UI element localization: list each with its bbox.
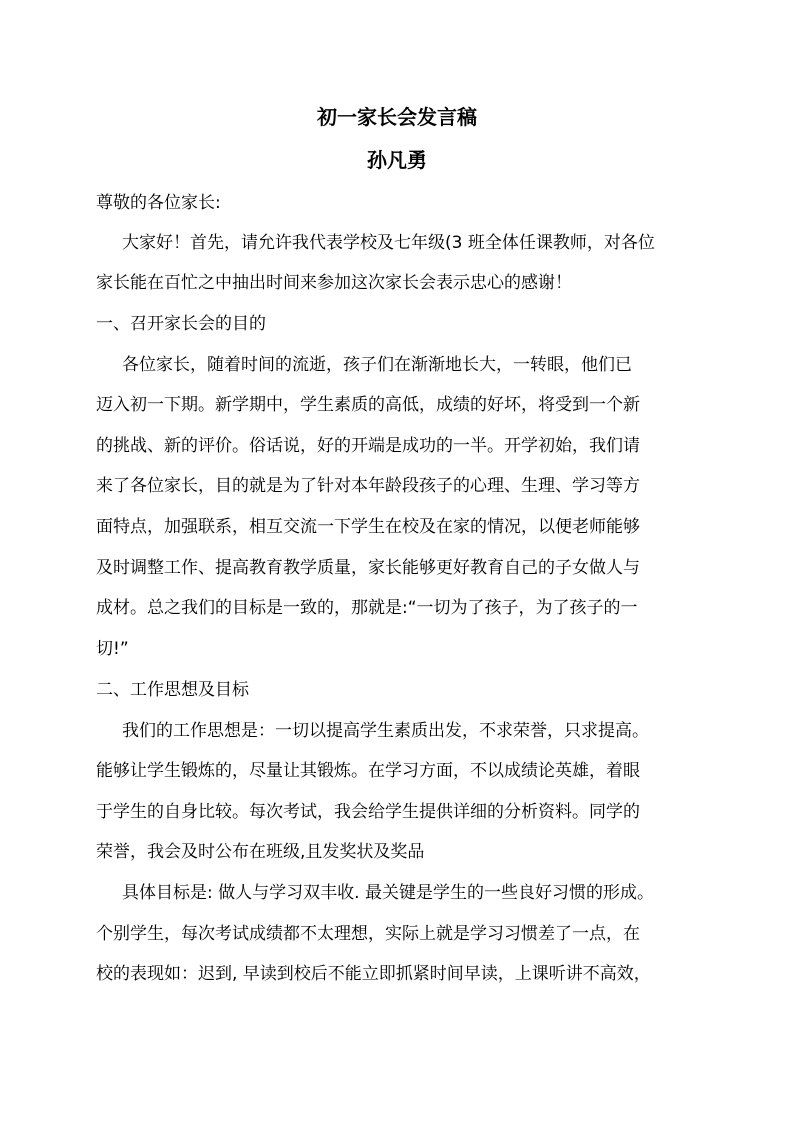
paragraph-line: 来了各位家长，目的就是为了针对本年龄段孩子的心理、生理、学习等方 bbox=[96, 476, 640, 496]
paragraph-line: 迈入初一下期。新学期中，学生素质的高低，成绩的好坏，将受到一个新 bbox=[96, 395, 640, 415]
paragraph-line: 我们的工作思想是：一切以提高学生素质出发，不求荣誉，只求提高。 bbox=[122, 721, 649, 741]
paragraph-line: 大家好！首先，请允许我代表学校及七年级(3 班全体任课教师，对各位 bbox=[122, 233, 655, 253]
paragraph-line: 及时调整工作、提高教育教学质量，家长能够更好教育自己的子女做人与 bbox=[96, 558, 640, 578]
paragraph-line: 的挑战、新的评价。俗话说，好的开端是成功的一半。开学初始，我们请 bbox=[96, 436, 640, 456]
salutation: 尊敬的各位家长: bbox=[96, 193, 221, 213]
paragraph-line: 个别学生，每次考试成绩都不太理想，实际上就是学习习惯差了一点，在 bbox=[96, 924, 640, 944]
paragraph-line: 具体目标是: 做人与学习双丰收. 最关键是学生的一些良好习惯的形成。 bbox=[122, 883, 654, 903]
paragraph-line: 面特点，加强联系，相互交流一下学生在校及在家的情况，以便老师能够 bbox=[96, 517, 640, 537]
paragraph-line: 切!” bbox=[96, 639, 129, 659]
paragraph-line: 能够让学生锻炼的，尽量让其锻炼。在学习方面，不以成绩论英雄，着眼 bbox=[96, 761, 640, 781]
document-title: 初一家长会发言稿 bbox=[317, 105, 477, 129]
paragraph-line: 各位家长，随着时间的流逝，孩子们在渐渐地长大，一转眼，他们已 bbox=[122, 355, 632, 375]
paragraph-line: 家长能在百忙之中抽出时间来参加这次家长会表示忠心的感谢！ bbox=[96, 273, 572, 293]
paragraph-line: 校的表现如：迟到, 早读到校后不能立即抓紧时间早读，上课听讲不高效， bbox=[96, 964, 651, 984]
paragraph-line: 成材。总之我们的目标是一致的，那就是:“一切为了孩子，为了孩子的一 bbox=[96, 598, 638, 618]
paragraph-line: 于学生的自身比较。每次考试，我会给学生提供详细的分析资料。同学的 bbox=[96, 802, 640, 822]
paragraph-line: 荣誉，我会及时公布在班级,且发奖状及奖品 bbox=[96, 842, 425, 862]
section-heading: 一、召开家长会的目的 bbox=[96, 314, 266, 334]
document-author: 孙凡勇 bbox=[367, 148, 427, 172]
section-heading: 二、工作思想及目标 bbox=[96, 680, 249, 700]
